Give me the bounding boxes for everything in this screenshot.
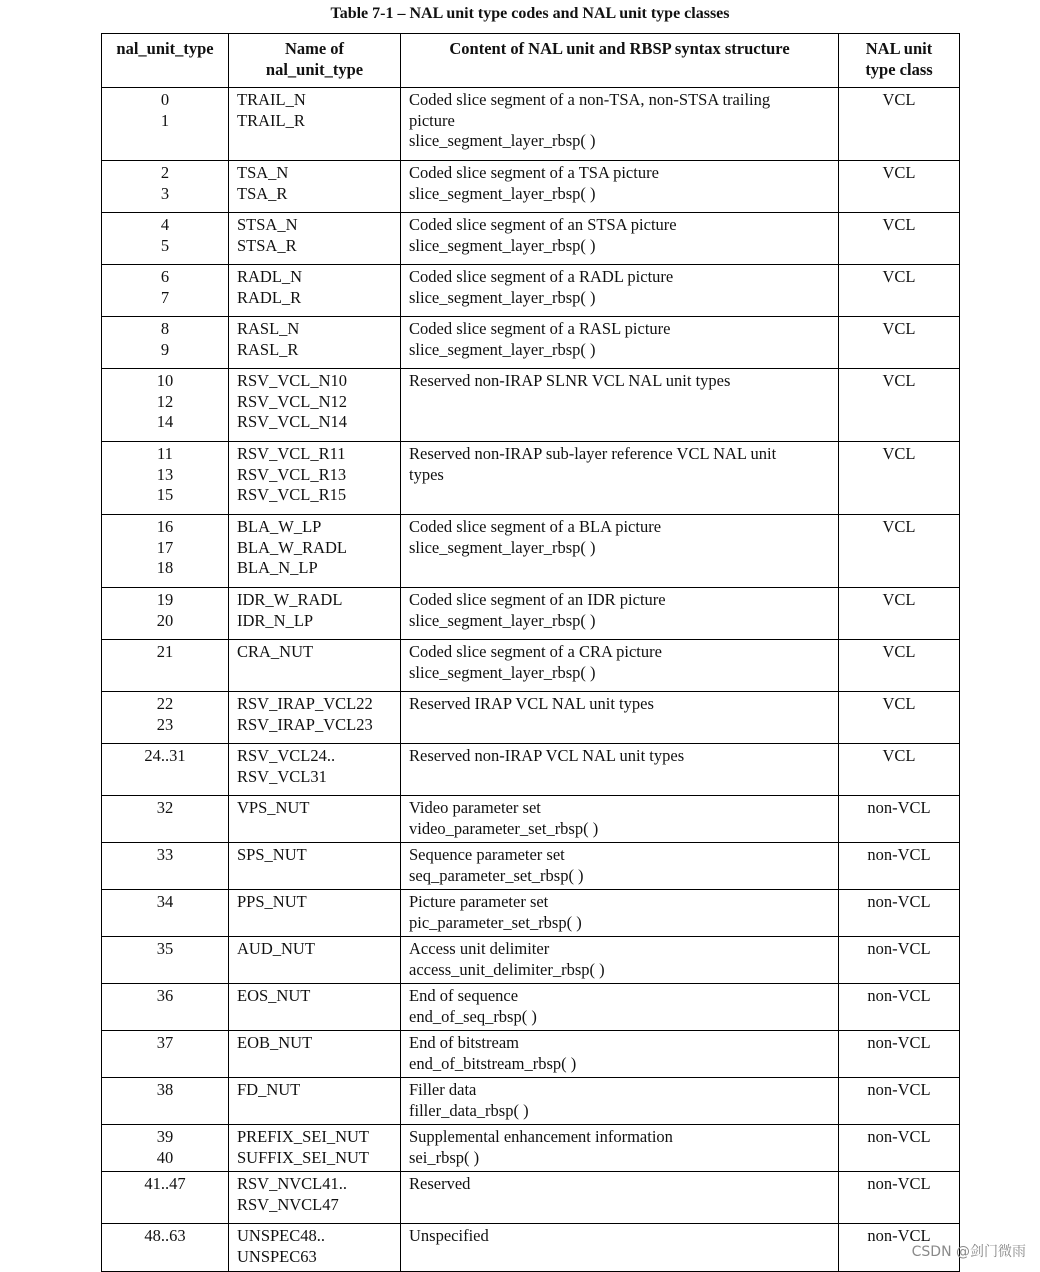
type-class-cell: VCL [839,213,960,265]
type-class-cell: non-VCL [839,937,960,984]
content-cell: Coded slice segment of a RADL picture slice_segment_layer_rbsp( ) [401,265,839,317]
name-cell: CRA_NUT [229,640,401,692]
table-row [102,1172,960,1224]
name-cell: IDR_W_RADL IDR_N_LP [229,588,401,640]
name-cell: PREFIX_SEI_NUT SUFFIX_SEI_NUT [229,1125,401,1172]
table-row [102,161,960,213]
content-cell: Video parameter set video_parameter_set_rbsp( ) [401,796,839,843]
type-class-cell: non-VCL [839,890,960,937]
content-cell: Unspecified [401,1224,839,1272]
type-class-cell: VCL [839,515,960,588]
nal-unit-type-cell: 32 [102,796,229,843]
name-cell: EOB_NUT [229,1031,401,1078]
nal-unit-type-cell: 41..47 [102,1172,229,1224]
nal-unit-type-cell: 35 [102,937,229,984]
nal-unit-type-cell: 16 17 18 [102,515,229,588]
type-class-cell: non-VCL [839,843,960,890]
type-class-cell: non-VCL [839,1078,960,1125]
name-cell: PPS_NUT [229,890,401,937]
content-cell: Sequence parameter set seq_parameter_set_rbsp( ) [401,843,839,890]
name-cell: TSA_N TSA_R [229,161,401,213]
nal-unit-type-cell: 33 [102,843,229,890]
type-class-cell: non-VCL [839,796,960,843]
table-row [102,890,960,937]
name-cell: RADL_N RADL_R [229,265,401,317]
name-cell: RSV_VCL24.. RSV_VCL31 [229,744,401,796]
nal-unit-type-cell: 36 [102,984,229,1031]
table-row [102,1078,960,1125]
nal-unit-type-cell: 0 1 [102,88,229,161]
content-cell: Coded slice segment of a CRA picture slice_segment_layer_rbsp( ) [401,640,839,692]
content-cell: Coded slice segment of a RASL picture slice_segment_layer_rbsp( ) [401,317,839,369]
nal-unit-type-cell: 24..31 [102,744,229,796]
type-class-cell: VCL [839,640,960,692]
name-cell: AUD_NUT [229,937,401,984]
name-cell: EOS_NUT [229,984,401,1031]
type-class-cell: VCL [839,442,960,515]
nal-unit-type-cell: 37 [102,1031,229,1078]
name-cell: RSV_NVCL41.. RSV_NVCL47 [229,1172,401,1224]
table-row [102,937,960,984]
content-cell: Reserved non-IRAP SLNR VCL NAL unit types [401,369,839,442]
table-row [102,213,960,265]
name-cell: STSA_N STSA_R [229,213,401,265]
nal-unit-type-cell: 2 3 [102,161,229,213]
content-cell: Supplemental enhancement information sei_rbsp( ) [401,1125,839,1172]
header-row [102,34,960,88]
content-cell: Coded slice segment of a BLA picture slice_segment_layer_rbsp( ) [401,515,839,588]
table-row [102,1031,960,1078]
type-class-cell: non-VCL [839,1031,960,1078]
content-cell: Reserved non-IRAP VCL NAL unit types [401,744,839,796]
content-cell: Reserved [401,1172,839,1224]
name-cell: SPS_NUT [229,843,401,890]
content-cell: Access unit delimiter access_unit_delimiter_rbsp( ) [401,937,839,984]
name-cell: FD_NUT [229,1078,401,1125]
table-row [102,984,960,1031]
type-class-cell: VCL [839,317,960,369]
header-name: Name of nal_unit_type [229,34,401,88]
table-body [102,88,960,1272]
table-row [102,843,960,890]
nal-unit-type-table [101,33,960,1272]
table-row [102,640,960,692]
nal-unit-type-cell: 48..63 [102,1224,229,1272]
table-row [102,744,960,796]
name-cell: RASL_N RASL_R [229,317,401,369]
table-row [102,442,960,515]
content-cell: Coded slice segment of a non-TSA, non-STSA trailing picture slice_segment_layer_rbsp( ) [401,88,839,161]
nal-unit-type-cell: 6 7 [102,265,229,317]
content-cell: Coded slice segment of an STSA picture slice_segment_layer_rbsp( ) [401,213,839,265]
watermark: CSDN @剑门微雨 [911,1244,1026,1260]
nal-unit-type-cell: 4 5 [102,213,229,265]
nal-unit-type-cell: 19 20 [102,588,229,640]
nal-unit-type-cell: 22 23 [102,692,229,744]
type-class-cell: non-VCL [839,1224,960,1272]
name-cell: RSV_VCL_N10 RSV_VCL_N12 RSV_VCL_N14 [229,369,401,442]
type-class-cell: non-VCL [839,1172,960,1224]
name-cell: UNSPEC48.. UNSPEC63 [229,1224,401,1272]
table-row [102,588,960,640]
table-row [102,692,960,744]
table-row [102,1125,960,1172]
type-class-cell: VCL [839,369,960,442]
header-content: Content of NAL unit and RBSP syntax structure [401,34,839,88]
name-cell: RSV_IRAP_VCL22 RSV_IRAP_VCL23 [229,692,401,744]
type-class-cell: non-VCL [839,984,960,1031]
name-cell: TRAIL_N TRAIL_R [229,88,401,161]
content-cell: Reserved non-IRAP sub-layer reference VCL NAL unit types [401,442,839,515]
content-cell: Picture parameter set pic_parameter_set_rbsp( ) [401,890,839,937]
content-cell: Coded slice segment of an IDR picture slice_segment_layer_rbsp( ) [401,588,839,640]
content-cell: Filler data filler_data_rbsp( ) [401,1078,839,1125]
table-row [102,796,960,843]
name-cell: BLA_W_LP BLA_W_RADL BLA_N_LP [229,515,401,588]
nal-unit-type-cell: 39 40 [102,1125,229,1172]
content-cell: End of sequence end_of_seq_rbsp( ) [401,984,839,1031]
type-class-cell: VCL [839,744,960,796]
table-row [102,88,960,161]
nal-unit-type-cell: 10 12 14 [102,369,229,442]
nal-unit-type-cell: 11 13 15 [102,442,229,515]
nal-unit-type-cell: 38 [102,1078,229,1125]
table-row [102,265,960,317]
type-class-cell: VCL [839,88,960,161]
nal-unit-type-cell: 8 9 [102,317,229,369]
table-row [102,515,960,588]
type-class-cell: non-VCL [839,1125,960,1172]
nal-unit-type-cell: 34 [102,890,229,937]
name-cell: RSV_VCL_R11 RSV_VCL_R13 RSV_VCL_R15 [229,442,401,515]
content-cell: Coded slice segment of a TSA picture slice_segment_layer_rbsp( ) [401,161,839,213]
type-class-cell: VCL [839,265,960,317]
type-class-cell: VCL [839,692,960,744]
table-row [102,1224,960,1272]
name-cell: VPS_NUT [229,796,401,843]
nal-unit-type-cell: 21 [102,640,229,692]
type-class-cell: VCL [839,161,960,213]
table-row [102,317,960,369]
content-cell: End of bitstream end_of_bitstream_rbsp( ) [401,1031,839,1078]
type-class-cell: VCL [839,588,960,640]
table-title: Table 7-1 – NAL unit type codes and NAL unit type classes [330,5,730,22]
content-cell: Reserved IRAP VCL NAL unit types [401,692,839,744]
header-type-class: NAL unit type class [839,34,960,88]
header-nal-unit-type: nal_unit_type [102,34,229,88]
table-row [102,369,960,442]
